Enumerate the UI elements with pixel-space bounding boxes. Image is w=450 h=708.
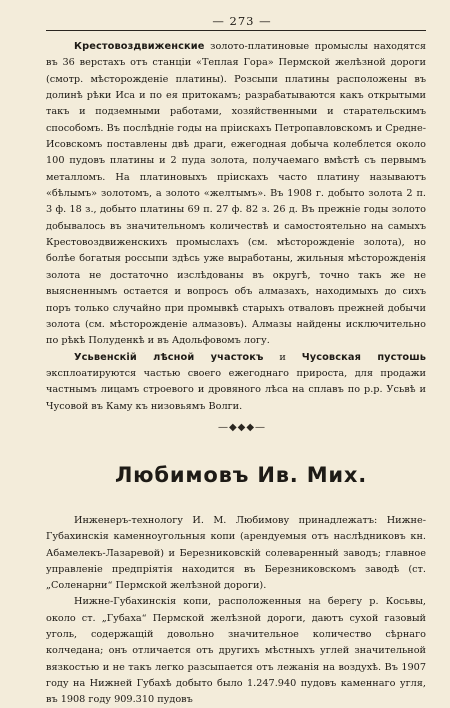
paragraph-connector: и <box>263 351 302 363</box>
section-heading: Любимовъ Ив. Мих. <box>114 462 368 487</box>
paragraph-lead: Крестовоздвиженские <box>74 41 205 52</box>
paragraph-lead-forest: Усьвенскій лѣсной участокъ <box>74 351 264 363</box>
page-number: — 273 — <box>212 14 272 28</box>
header-rule <box>46 30 426 31</box>
section-ornament: —◆◆◆— <box>217 421 267 433</box>
paragraph-ownership: Инженеръ-технологу И. М. Любимову принадлежатъ: Нижне-Губахинскія каменноугольныя копи (арендуемыя отъ наслѣдниковъ кн. Абамелекъ-Лазаревой) и Березниковскій солеваренный заводъ; главное управленіе предпріятія находится въ Березниковскомъ заводѣ (ст. „Соленарни“ Пермской желѣзной дороги). <box>46 514 426 592</box>
paragraph-krestovozdvizhenskie <box>46 39 426 350</box>
paragraph-text: золото-платиновые промыслы находятся въ 36 верстахъ отъ станціи «Теплая Гора» Пермской желѣзной дороги (смотр. мѣсторожденіе платины). Розсыпи платины расположены въ долинѣ рѣки Иса и по ея притокамъ; разрабатываются какъ открытыми такъ и подземными работами, хозяйственными и старательскимъ способомъ. Въ послѣдніе годы на пріискахъ Петропавловскомъ и Средне-Исовскомъ поставлены двѣ драги, ежегодная добыча колеблется около 100 пудовъ платины и 2 пуда золота, получаемаго вмѣстѣ съ первымъ металломъ. На платиновыхъ пріискахъ часто платину называютъ «бѣлымъ» золотомъ, а золото «желтымъ». Въ 1908 г. добыто золота 2 п. 3 ф. 18 з., добыто платины 69 п. 27 ф. 82 з. 26 д. Въ прежніе годы золото добывалось въ значительномъ количествѣ и самостоятельно на самыхъ Крестовоздвиженскихъ промыслахъ (см. мѣсторожденіе золота), но болѣе богатыя россыпи здѣсь уже выработаны, жильныя мѣсторожденія золота не достаточно изслѣдованы въ округѣ, точно такъ же не выясненнымъ остается и вопросъ объ алмазахъ, находимыхъ до сихъ поръ только случайно при промывкѣ старыхъ отваловъ прежней добычи золота (см. мѣсторожденіе алмазовъ). Алмазы найдены исключительно по рѣкѣ Полуденкѣ и въ Адольфовомъ логу. <box>46 41 426 347</box>
paragraph-lead-pustosh: Чусовская пустошь <box>301 351 426 363</box>
paragraph-text: эксплоатируются частью своего ежегоднаго прироста, для продажи частнымъ лицамъ строевого и дровяного лѣса на сплавъ по р.р. Усьвѣ и Чусовой въ Каму къ низовьямъ Волги. <box>46 367 426 412</box>
paragraph-gubakha-mines: Нижне-Губахинскія копи, расположенныя на берегу р. Косьвы, около ст. „Губаха“ Пермской желѣзной дороги, даютъ сухой газовый уголь, содержащій довольно значительное количество сѣрнаго колчедана; онъ отличается отъ другихъ мѣстныхъ углей значительной вязкостью и не такъ легко разсыпается отъ лежанія на воздухѣ. Въ 1907 году на Нижней Губахѣ добыто было 1.247.940 пудовъ каменнаго угля, въ 1908 году 909.310 пудовъ <box>46 596 426 706</box>
section-lyubimov <box>46 513 426 708</box>
paragraph-forest <box>46 350 426 415</box>
